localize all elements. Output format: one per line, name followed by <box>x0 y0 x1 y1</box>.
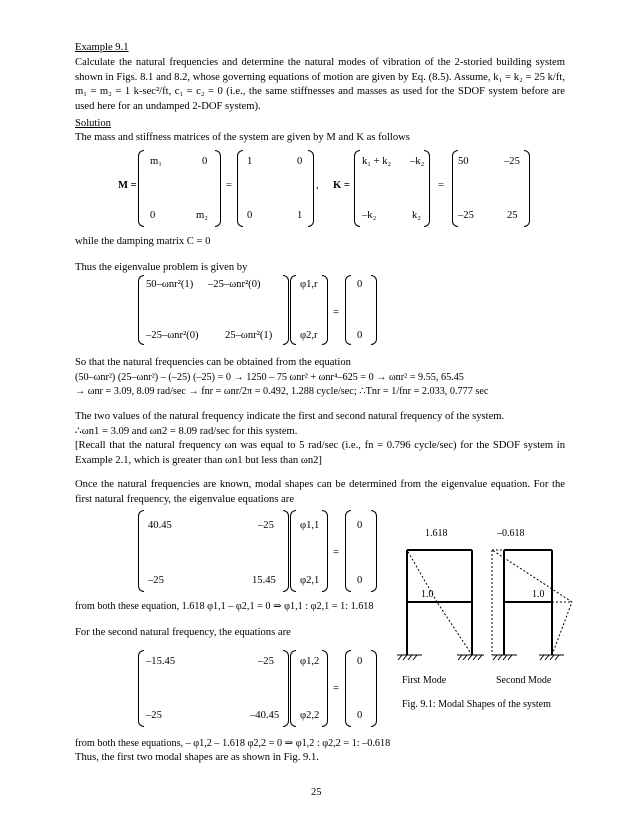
mode2-result: from both these equations, – φ1,2 – 1.618 φ2,2 = 0 ⇒ φ1,2 : φ2,2 = 1: –0.618 <box>75 738 391 749</box>
m-sym-22: m₂ <box>196 210 208 221</box>
second-intro: For the second natural frequency, the equations are <box>75 627 291 638</box>
bracket-left <box>354 150 360 227</box>
figure-caption: Fig. 9.1: Modal Shapes of the system <box>402 699 551 710</box>
k-num-12: –25 <box>504 156 520 167</box>
damping-text: while the damping matrix C = 0 <box>75 236 211 247</box>
second-top-label: –0.618 <box>497 528 525 539</box>
mode2-12: –25 <box>258 656 274 667</box>
equals-sign: = <box>333 683 339 694</box>
eig-22: 25–ωnr²(1) <box>225 330 273 341</box>
first-top-label: 1.618 <box>425 528 448 539</box>
freq-equation-2: → ωnr = 3.09, 8.09 rad/sec → fnr = ωnr/2π = 0.492, 1.288 cycle/sec; ∴Tnr = 1/fnr = 2.033, 0.777 sec <box>75 386 489 397</box>
m-num-21: 0 <box>247 210 253 221</box>
zero-1: 0 <box>357 520 363 531</box>
eig-vec-2: φ2,r <box>300 330 318 341</box>
mode2-vec-2: φ2,2 <box>300 710 320 721</box>
bracket-right <box>283 510 289 592</box>
equals-sign: = <box>226 180 232 191</box>
mode1-vec-2: φ2,1 <box>300 575 320 586</box>
bracket-right <box>283 275 289 345</box>
m-sym-21: 0 <box>150 210 156 221</box>
bracket-left <box>237 150 243 227</box>
bracket-right <box>322 275 328 345</box>
eig-vec-1: φ1,r <box>300 279 318 290</box>
equals-sign: = <box>333 307 339 318</box>
bracket-left <box>345 650 351 727</box>
eig-11: 50–ωnr²(1) <box>146 279 194 290</box>
m-sym-12: 0 <box>202 156 208 167</box>
example-text: Calculate the natural frequencies and determine the natural modes of vibration of the 2-storied building system shown in Figs. 8.1 and 8.2, whose governing equations of motion are given by Eq. (8.5). Assume, k₁ = k₂ = 25 k/ft, m₁ = m₂ = 1 k-sec²/ft, c₁ = c₂ = 0 (i.e., the same stiffnesses and masses as used for the SDOF system before are used here for an undamped 2-DOF system). <box>75 57 565 112</box>
k-sym-21: –k₂ <box>362 210 377 221</box>
m-num-11: 1 <box>247 156 253 167</box>
k-sym-22: k₂ <box>412 210 421 221</box>
bracket-left <box>290 510 296 592</box>
therefore-text: ∴ωn1 = 3.09 and ωn2 = 8.09 rad/sec for this system. <box>75 426 298 437</box>
bracket-left <box>138 650 144 727</box>
eig-12: –25–ωnr²(0) <box>208 279 261 290</box>
k-num-21: –25 <box>458 210 474 221</box>
bracket-right <box>371 650 377 727</box>
first-mode-label: First Mode <box>402 675 447 686</box>
stiff-label: K = <box>333 180 350 191</box>
equals-sign: = <box>438 180 444 191</box>
mode1-22: 15.45 <box>252 575 276 586</box>
comma: , <box>316 180 319 191</box>
freq-intro: So that the natural frequencies can be obtained from the equation <box>75 357 351 368</box>
mode1-11: 40.45 <box>148 520 172 531</box>
bracket-right <box>524 150 530 227</box>
bracket-left <box>138 275 144 345</box>
m-sym-11: m₁ <box>150 156 162 167</box>
bracket-left <box>345 510 351 592</box>
k-num-11: 50 <box>458 156 469 167</box>
second-mid-label: 1.0 <box>532 589 545 600</box>
eigen-intro: Thus the eigenvalue problem is given by <box>75 262 248 273</box>
m-num-12: 0 <box>297 156 303 167</box>
mode-shapes-figure <box>392 520 582 720</box>
bracket-left <box>138 510 144 592</box>
zero-2: 0 <box>357 330 363 341</box>
solution-intro: The mass and stiffness matrices of the system are given by M and K as follows <box>75 132 410 143</box>
zero-2: 0 <box>357 575 363 586</box>
mode1-result: from both these equation, 1.618 φ1,1 – φ2,1 = 0 ⇒ φ1,1 : φ2,1 = 1: 1.618 <box>75 601 374 612</box>
bracket-right <box>424 150 430 227</box>
page-number: 25 <box>311 787 322 798</box>
bracket-right <box>215 150 221 227</box>
bracket-right <box>308 150 314 227</box>
first-mid-label: 1.0 <box>421 589 434 600</box>
mode2-21: –25 <box>146 710 162 721</box>
mode2-vec-1: φ1,2 <box>300 656 320 667</box>
k-sym-11: k₁ + k₂ <box>362 156 392 167</box>
second-mode-label: Second Mode <box>496 675 552 686</box>
bracket-right <box>371 275 377 345</box>
zero-1: 0 <box>357 279 363 290</box>
mass-label: M = <box>118 180 137 191</box>
bracket-left <box>290 650 296 727</box>
conclusion-text: Thus, the first two modal shapes are as shown in Fig. 9.1. <box>75 752 319 763</box>
recall-text: [Recall that the natural frequency ωn was equal to 5 rad/sec (i.e., fn = 0.796 cycle/sec) for the SDOF system in Example 2.1, which is greater than ωn1 but less than ωn2] <box>75 440 565 466</box>
mode1-21: –25 <box>148 575 164 586</box>
bracket-left <box>138 150 144 227</box>
freq-equation-1: (50–ωnr²) (25–ωnr²) – (–25) (–25) = 0 → 1250 – 75 ωnr² + ωnr⁴–625 = 0 → ωnr² = 9.55, 65.45 <box>75 372 464 383</box>
bracket-right <box>283 650 289 727</box>
zero-2: 0 <box>357 710 363 721</box>
eig-21: –25–ωnr²(0) <box>146 330 199 341</box>
k-sym-12: –k₂ <box>410 156 425 167</box>
bracket-left <box>290 275 296 345</box>
bracket-right <box>322 650 328 727</box>
two-values-text: The two values of the natural frequency indicate the first and second natural frequency of the system. <box>75 411 505 422</box>
bracket-right <box>371 510 377 592</box>
m-num-22: 1 <box>297 210 303 221</box>
bracket-left <box>345 275 351 345</box>
k-num-22: 25 <box>507 210 518 221</box>
mode2-22: –40.45 <box>250 710 280 721</box>
mode1-12: –25 <box>258 520 274 531</box>
zero-1: 0 <box>357 656 363 667</box>
mode2-11: –15.45 <box>146 656 176 667</box>
example-title: Example 9.1 <box>75 42 129 53</box>
modal-intro: Once the natural frequencies are known, modal shapes can be determined from the eigenvalue equation. For the first natural frequency, the eigenvalue equations are <box>75 479 565 505</box>
equals-sign: = <box>333 547 339 558</box>
mode1-vec-1: φ1,1 <box>300 520 320 531</box>
bracket-right <box>322 510 328 592</box>
solution-title: Solution <box>75 118 111 129</box>
